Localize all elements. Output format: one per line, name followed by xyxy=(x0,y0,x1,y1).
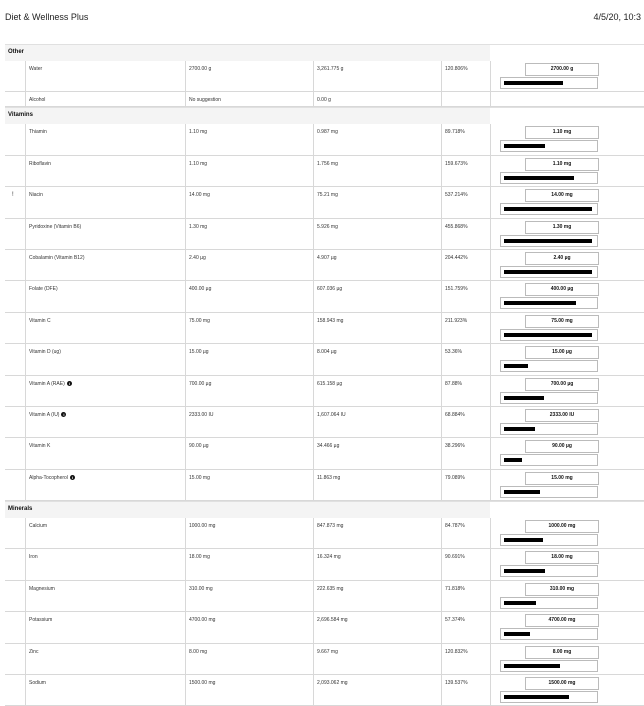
column-divider xyxy=(490,675,491,705)
column-divider xyxy=(313,61,314,91)
progress-bar xyxy=(500,423,598,435)
progress-fill xyxy=(504,396,544,400)
nutrient-name-label: Pyridoxine (Vitamin B6) xyxy=(29,223,82,230)
target-value: 15.00 mg xyxy=(189,474,210,481)
amount-value: 8.004 µg xyxy=(317,349,337,356)
goal-target-box[interactable]: 18.00 mg xyxy=(525,551,599,564)
amount-value: 75.21 mg xyxy=(317,192,338,199)
progress-fill xyxy=(504,490,540,494)
percent-value: 151.759% xyxy=(445,286,468,293)
section-goal-spacer xyxy=(490,502,644,518)
column-divider xyxy=(185,344,186,374)
datetime-label: 4/5/20, 10:3 xyxy=(593,12,641,22)
nutrient-name-label: Vitamin D (ug) xyxy=(29,349,61,356)
column-divider xyxy=(490,281,491,311)
progress-fill xyxy=(504,239,592,243)
progress-fill xyxy=(504,301,576,305)
nutrient-name-label: Folate (DFE) xyxy=(29,286,58,293)
progress-bar xyxy=(500,454,598,466)
column-divider xyxy=(185,219,186,249)
target-value: 1.10 mg xyxy=(189,129,208,136)
column-divider xyxy=(313,281,314,311)
column-divider xyxy=(490,438,491,468)
column-divider xyxy=(441,313,442,343)
nutrient-row[interactable] xyxy=(5,612,644,643)
percent-value: 120.832% xyxy=(445,648,468,655)
column-divider xyxy=(441,438,442,468)
nutrient-name-label: Niacin xyxy=(29,192,43,199)
column-divider xyxy=(441,581,442,611)
nutrient-row[interactable] xyxy=(5,549,644,580)
goal-target-box[interactable]: 15.00 µg xyxy=(525,346,599,359)
column-divider xyxy=(490,376,491,406)
column-divider xyxy=(185,250,186,280)
progress-fill xyxy=(504,664,560,668)
nutrient-row[interactable] xyxy=(5,61,644,92)
progress-fill xyxy=(504,569,545,573)
percent-value: 139.537% xyxy=(445,680,468,687)
amount-value: 11.863 mg xyxy=(317,474,341,481)
nutrient-name-label: Vitamin A (RAE) xyxy=(29,380,65,387)
column-divider xyxy=(25,313,26,343)
nutrient-name xyxy=(29,649,38,655)
amount-value: 2,696.584 mg xyxy=(317,617,348,624)
goal-target-box[interactable]: 90.00 µg xyxy=(525,440,599,453)
amount-value: 158.943 mg xyxy=(317,317,344,324)
percent-value: 71.818% xyxy=(445,585,465,592)
target-value: 2333.00 IU xyxy=(189,411,214,418)
section-goal-spacer xyxy=(490,108,644,124)
column-divider xyxy=(313,675,314,705)
progress-fill xyxy=(504,81,563,85)
nutrient-name xyxy=(29,318,51,324)
column-divider xyxy=(441,549,442,579)
column-divider xyxy=(185,581,186,611)
nutrient-name xyxy=(29,381,72,387)
column-divider xyxy=(313,407,314,437)
amount-value: 4.907 µg xyxy=(317,254,337,261)
percent-value: 211.923% xyxy=(445,317,468,324)
target-value: 4700.00 mg xyxy=(189,617,216,624)
goal-target-box[interactable]: 700.00 µg xyxy=(525,378,599,391)
column-divider xyxy=(490,187,491,217)
nutrient-name xyxy=(29,475,75,481)
progress-fill xyxy=(504,632,530,636)
section-title: Vitamins xyxy=(8,112,33,119)
column-divider xyxy=(185,313,186,343)
percent-value: 53.36% xyxy=(445,349,462,356)
goal-target-box[interactable]: 15.00 mg xyxy=(525,472,599,485)
target-value: No suggestion xyxy=(189,97,221,104)
nutrient-row[interactable] xyxy=(5,92,644,107)
section-title: Other xyxy=(8,49,25,55)
nutrient-name xyxy=(29,255,85,261)
amount-value: 0.987 mg xyxy=(317,129,338,136)
progress-bar xyxy=(500,628,598,640)
percent-value: 87.88% xyxy=(445,380,462,387)
column-divider xyxy=(25,156,26,186)
target-value: 14.00 mg xyxy=(189,192,210,199)
amount-value: 1,607.064 IU xyxy=(317,411,346,418)
column-divider xyxy=(441,518,442,548)
progress-fill xyxy=(504,538,543,542)
column-divider xyxy=(25,675,26,705)
percent-value: 120.806% xyxy=(445,66,468,72)
nutrient-name-label: Vitamin C xyxy=(29,317,51,324)
goal-target-box[interactable]: 1.30 mg xyxy=(525,221,599,234)
percent-value: 57.374% xyxy=(445,617,465,624)
progress-fill xyxy=(504,207,592,211)
column-divider xyxy=(25,187,26,217)
column-divider xyxy=(25,344,26,374)
goal-target-box[interactable]: 14.00 mg xyxy=(525,189,599,202)
info-icon[interactable]: i xyxy=(71,474,73,480)
column-divider xyxy=(490,518,491,548)
goal-target-box[interactable]: 2700.00 g xyxy=(525,63,599,76)
percent-value: 84.787% xyxy=(445,523,465,530)
amount-value: 9.667 mg xyxy=(317,648,338,655)
nutrient-row[interactable] xyxy=(5,124,644,155)
goal-target-box[interactable]: 1.10 mg xyxy=(525,158,599,171)
column-divider xyxy=(25,407,26,437)
column-divider xyxy=(441,612,442,642)
nutrient-name xyxy=(29,523,47,529)
nutrient-name xyxy=(29,349,61,355)
target-value: 8.00 mg xyxy=(189,648,208,655)
progress-bar xyxy=(500,660,598,672)
column-divider xyxy=(185,518,186,548)
warning-flag: ! xyxy=(12,192,14,199)
column-divider xyxy=(25,438,26,468)
nutrient-row[interactable] xyxy=(5,407,644,438)
progress-bar xyxy=(500,486,598,498)
percent-value: 204.442% xyxy=(445,254,468,261)
goal-target-box[interactable]: 2333.00 IU xyxy=(525,409,599,422)
column-divider xyxy=(313,518,314,548)
percent-value: 38.296% xyxy=(445,443,465,450)
column-divider xyxy=(185,612,186,642)
column-divider xyxy=(490,156,491,186)
column-divider xyxy=(490,344,491,374)
progress-bar xyxy=(500,360,598,372)
target-value: 700.00 µg xyxy=(189,380,212,387)
column-divider xyxy=(313,581,314,611)
progress-bar xyxy=(500,172,598,184)
section-goal-spacer xyxy=(490,45,644,61)
progress-fill xyxy=(504,695,569,699)
amount-value: 3,261.775 g xyxy=(317,66,344,72)
column-divider xyxy=(313,376,314,406)
amount-value: 1.756 mg xyxy=(317,160,338,167)
percent-value: 90.691% xyxy=(445,554,465,561)
column-divider xyxy=(441,644,442,674)
percent-value: 68.884% xyxy=(445,411,465,418)
column-divider xyxy=(490,124,491,154)
column-divider xyxy=(185,187,186,217)
nutrient-row[interactable] xyxy=(5,281,644,312)
amount-value: 0.00 g xyxy=(317,97,331,104)
nutrient-name-label: Water xyxy=(29,66,43,72)
nutrient-name xyxy=(29,680,46,686)
nutrient-row[interactable] xyxy=(5,250,644,281)
goal-target-box[interactable]: 310.00 mg xyxy=(525,583,599,596)
amount-value: 847.873 mg xyxy=(317,523,344,530)
column-divider xyxy=(185,407,186,437)
column-divider xyxy=(441,250,442,280)
column-divider xyxy=(185,470,186,500)
column-divider xyxy=(490,407,491,437)
progress-fill xyxy=(504,601,536,605)
nutrient-name-label: Zinc xyxy=(29,648,39,655)
column-divider xyxy=(441,92,442,106)
column-divider xyxy=(185,675,186,705)
goal-target-box[interactable]: 8.00 mg xyxy=(525,646,599,659)
column-divider xyxy=(441,61,442,91)
amount-value: 16.324 mg xyxy=(317,554,341,561)
nutrient-name xyxy=(29,617,52,623)
column-divider xyxy=(25,644,26,674)
goal-target-box[interactable]: 400.00 µg xyxy=(525,283,599,296)
column-divider xyxy=(313,92,314,106)
percent-value: 159.673% xyxy=(445,160,468,167)
column-divider xyxy=(185,124,186,154)
nutrient-name xyxy=(29,97,45,103)
column-divider xyxy=(25,376,26,406)
section-header xyxy=(5,44,644,61)
column-divider xyxy=(313,470,314,500)
target-value: 90.00 µg xyxy=(189,443,209,450)
goal-target-box[interactable]: 75.00 mg xyxy=(525,315,599,328)
column-divider xyxy=(490,219,491,249)
column-divider xyxy=(313,549,314,579)
column-divider xyxy=(25,518,26,548)
column-divider xyxy=(490,313,491,343)
progress-bar xyxy=(500,266,598,278)
column-divider xyxy=(313,344,314,374)
column-divider xyxy=(25,61,26,91)
column-divider xyxy=(25,470,26,500)
section-title: Minerals xyxy=(8,506,33,513)
progress-bar xyxy=(500,77,598,89)
progress-fill xyxy=(504,364,528,368)
column-divider xyxy=(490,470,491,500)
column-divider xyxy=(490,581,491,611)
progress-fill xyxy=(504,458,522,462)
column-divider xyxy=(441,156,442,186)
percent-value: 89.718% xyxy=(445,129,465,136)
progress-bar xyxy=(500,297,598,309)
column-divider xyxy=(490,612,491,642)
target-value: 2700.00 g xyxy=(189,66,212,72)
target-value: 2.40 µg xyxy=(189,254,206,261)
app-title: Diet & Wellness Plus xyxy=(5,12,89,22)
column-divider xyxy=(313,644,314,674)
nutrient-row[interactable] xyxy=(5,438,644,469)
column-divider xyxy=(441,407,442,437)
info-icon[interactable]: i xyxy=(63,412,65,418)
nutrient-row[interactable] xyxy=(5,644,644,675)
nutrient-row[interactable] xyxy=(5,518,644,549)
amount-value: 222.635 mg xyxy=(317,585,344,592)
target-value: 400.00 µg xyxy=(189,286,212,293)
nutrient-name xyxy=(29,412,66,418)
nutrient-row[interactable] xyxy=(5,344,644,375)
progress-bar xyxy=(500,565,598,577)
nutrient-name xyxy=(29,224,81,230)
progress-bar xyxy=(500,329,598,341)
column-divider xyxy=(25,281,26,311)
goal-target-box[interactable]: 1500.00 mg xyxy=(525,677,599,690)
nutrient-name-label: Thiamin xyxy=(29,129,47,136)
nutrient-row[interactable] xyxy=(5,581,644,612)
nutrient-name xyxy=(29,554,38,560)
amount-value: 607.036 µg xyxy=(317,286,343,293)
nutrient-name xyxy=(29,443,50,449)
column-divider xyxy=(441,281,442,311)
column-divider xyxy=(441,675,442,705)
nutrient-table xyxy=(5,44,644,706)
column-divider xyxy=(490,549,491,579)
nutrient-name xyxy=(29,286,58,292)
target-value: 310.00 mg xyxy=(189,585,213,592)
goal-target-box[interactable]: 4700.00 mg xyxy=(525,614,599,627)
target-value: 15.00 µg xyxy=(189,349,209,356)
nutrient-name xyxy=(29,129,47,135)
nutrient-row[interactable] xyxy=(5,313,644,344)
goal-target-box[interactable]: 1.10 mg xyxy=(525,126,599,139)
column-divider xyxy=(490,61,491,91)
amount-value: 2,093.062 mg xyxy=(317,680,348,687)
nutrient-name-label: Calcium xyxy=(29,523,48,530)
column-divider xyxy=(441,219,442,249)
nutrient-name xyxy=(29,66,42,72)
column-divider xyxy=(313,187,314,217)
target-value: 1.30 mg xyxy=(189,223,208,230)
target-value: 1000.00 mg xyxy=(189,523,216,530)
goal-target-box[interactable]: 2.40 µg xyxy=(525,252,599,265)
column-divider xyxy=(490,250,491,280)
amount-value: 5.926 mg xyxy=(317,223,338,230)
target-value: 1.10 mg xyxy=(189,160,208,167)
progress-fill xyxy=(504,427,535,431)
nutrient-name-label: Magnesium xyxy=(29,585,55,592)
target-value: 18.00 mg xyxy=(189,554,210,561)
column-divider xyxy=(25,92,26,106)
column-divider xyxy=(441,344,442,374)
section-header xyxy=(5,107,644,124)
column-divider xyxy=(441,187,442,217)
column-divider xyxy=(25,124,26,154)
progress-bar xyxy=(500,203,598,215)
nutrient-name-label: Potassium xyxy=(29,617,53,624)
nutrient-name-label: Cobalamin (Vitamin B12) xyxy=(29,254,85,261)
column-divider xyxy=(441,376,442,406)
nutrient-name-label: Iron xyxy=(29,554,38,561)
nutrient-name-label: Sodium xyxy=(29,680,46,687)
progress-bar xyxy=(500,140,598,152)
percent-value: 79.089% xyxy=(445,474,465,481)
column-divider xyxy=(25,581,26,611)
target-value: 75.00 mg xyxy=(189,317,210,324)
column-divider xyxy=(25,250,26,280)
nutrient-row[interactable] xyxy=(5,470,644,501)
column-divider xyxy=(441,470,442,500)
nutrient-name-label: Vitamin K xyxy=(29,443,51,450)
column-divider xyxy=(313,156,314,186)
nutrient-name xyxy=(29,586,55,592)
column-divider xyxy=(185,376,186,406)
column-divider xyxy=(313,250,314,280)
target-value: 1500.00 mg xyxy=(189,680,216,687)
amount-value: 34.466 µg xyxy=(317,443,340,450)
nutrient-row[interactable] xyxy=(5,187,644,218)
progress-bar xyxy=(500,235,598,247)
goal-target-box[interactable]: 1000.00 mg xyxy=(525,520,599,533)
nutrient-name xyxy=(29,161,51,167)
progress-bar xyxy=(500,534,598,546)
nutrient-name-label: Vitamin A (IU) xyxy=(29,411,60,418)
progress-fill xyxy=(504,270,592,274)
column-divider xyxy=(313,124,314,154)
column-divider xyxy=(185,92,186,106)
column-divider xyxy=(313,219,314,249)
column-divider xyxy=(441,124,442,154)
progress-bar xyxy=(500,691,598,703)
column-divider xyxy=(185,644,186,674)
progress-fill xyxy=(504,176,574,180)
info-icon[interactable]: i xyxy=(68,380,70,386)
percent-value: 537.214% xyxy=(445,192,468,199)
nutrient-name-label: Riboflavin xyxy=(29,160,51,167)
column-divider xyxy=(25,219,26,249)
column-divider xyxy=(185,549,186,579)
column-divider xyxy=(490,644,491,674)
percent-value: 455.868% xyxy=(445,223,468,230)
column-divider xyxy=(185,61,186,91)
nutrient-row[interactable] xyxy=(5,156,644,187)
progress-fill xyxy=(504,333,592,337)
nutrient-row[interactable] xyxy=(5,219,644,250)
column-divider xyxy=(313,438,314,468)
column-divider xyxy=(185,438,186,468)
amount-value: 615.158 µg xyxy=(317,380,343,387)
section-header xyxy=(5,501,644,518)
column-divider xyxy=(490,92,491,106)
column-divider xyxy=(185,281,186,311)
nutrient-name-label: Alpha-Tocopherol xyxy=(29,474,68,481)
column-divider xyxy=(25,612,26,642)
nutrient-name-label: Alcohol xyxy=(29,97,46,104)
column-divider xyxy=(25,549,26,579)
column-divider xyxy=(313,313,314,343)
progress-bar xyxy=(500,597,598,609)
column-divider xyxy=(313,612,314,642)
column-divider xyxy=(185,156,186,186)
progress-bar xyxy=(500,392,598,404)
progress-fill xyxy=(504,144,545,148)
nutrient-row[interactable] xyxy=(5,675,644,706)
nutrient-name xyxy=(29,192,43,198)
nutrient-row[interactable] xyxy=(5,376,644,407)
